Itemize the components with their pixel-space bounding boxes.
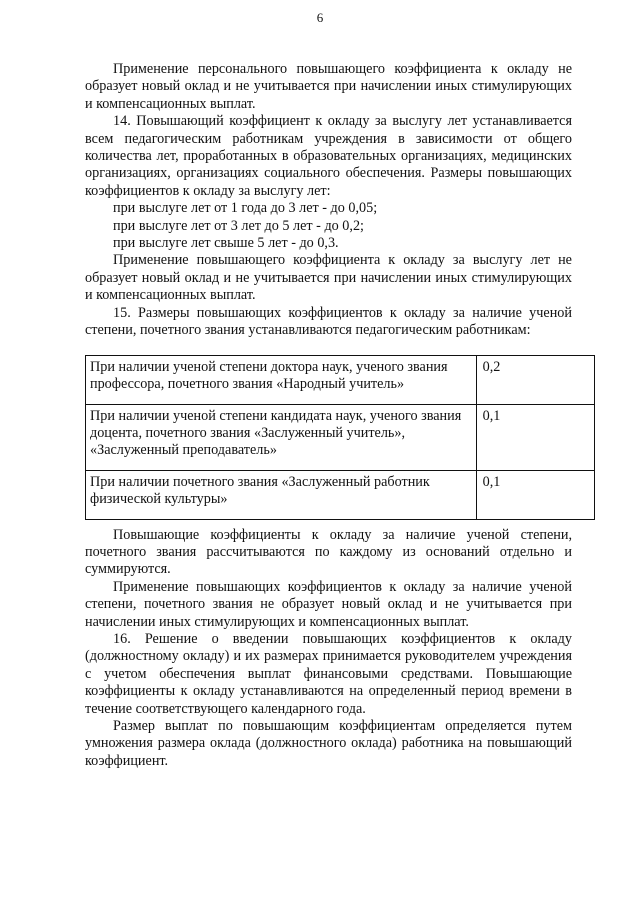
- table-row: [86, 470, 595, 519]
- table-cell-value: 0,1: [476, 470, 594, 519]
- document-body: [85, 61, 572, 770]
- table-cell-condition: При наличии почетного звания «Заслуженный работник физической культуры»: [86, 470, 477, 519]
- paragraph-15-degree-coefficient: 15. Размеры повышающих коэффициентов к окладу за наличие ученой степени, почетного звания устанавливаются педагогическим работникам:: [85, 304, 572, 339]
- table-cell-value: 0,1: [476, 404, 594, 470]
- table-cell-condition: При наличии ученой степени доктора наук, ученого звания профессора, почетного звания «Народный учитель»: [86, 355, 477, 404]
- paragraph-coefficients-summed: Повышающие коэффициенты к окладу за наличие ученой степени, почетного звания рассчитываются по каждому из оснований отдельно и суммируются.: [85, 526, 572, 578]
- paragraph-service-coefficient-note: Применение повышающего коэффициента к окладу за выслугу лет не образует новый оклад и не учитывается при начислении иных стимулирующих и компенсационных выплат.: [85, 252, 572, 304]
- page-number: 6: [316, 10, 324, 25]
- coefficient-table: [85, 355, 595, 520]
- service-list-item: при выслуге лет от 1 года до 3 лет - до 0,05;: [113, 200, 378, 217]
- service-list-item: при выслуге лет свыше 5 лет - до 0,3.: [113, 235, 339, 252]
- table-cell-value: 0,2: [476, 355, 594, 404]
- paragraph-16-decision: 16. Решение о введении повышающих коэффициентов к окладу (должностному окладу) и их размерах принимается руководителем учреждения с учетом обеспечения выплат финансовыми средствами. Повышающие коэффициенты к окладу устанавливаются на определенный период времени в течение соответствующего календарного года.: [85, 630, 572, 717]
- paragraph-14-service-coefficient: 14. Повышающий коэффициент к окладу за выслугу лет устанавливается всем педагогическим работникам учреждения в зависимости от общего количества лет, проработанных в образовательных организациях, медицинских организациях, организациях социального обеспечения. Размеры повышающих коэффициентов к окладу за выслугу лет:: [85, 113, 572, 199]
- table-cell-condition: При наличии ученой степени кандидата наук, ученого звания доцента, почетного звания «Заслуженный учитель», «Заслуженный преподаватель»: [86, 404, 477, 470]
- table-row: [86, 355, 595, 404]
- table-row: [86, 404, 595, 470]
- paragraph-degree-coefficient-note: Применение повышающих коэффициентов к окладу за наличие ученой степени, почетного звания не образует новый оклад и не учитывается при начислении иных стимулирующих и компенсационных выплат.: [85, 578, 572, 630]
- paragraph-payment-size: Размер выплат по повышающим коэффициентам определяется путем умножения размера оклада (должностного оклада) работника на повышающий коэффициент.: [85, 717, 572, 769]
- paragraph-personal-coefficient: Применение персонального повышающего коэффициента к окладу не образует новый оклад и не учитывается при начислении иных стимулирующих и компенсационных выплат.: [85, 61, 572, 112]
- service-list-item: при выслуге лет от 3 лет до 5 лет - до 0,2;: [113, 217, 364, 234]
